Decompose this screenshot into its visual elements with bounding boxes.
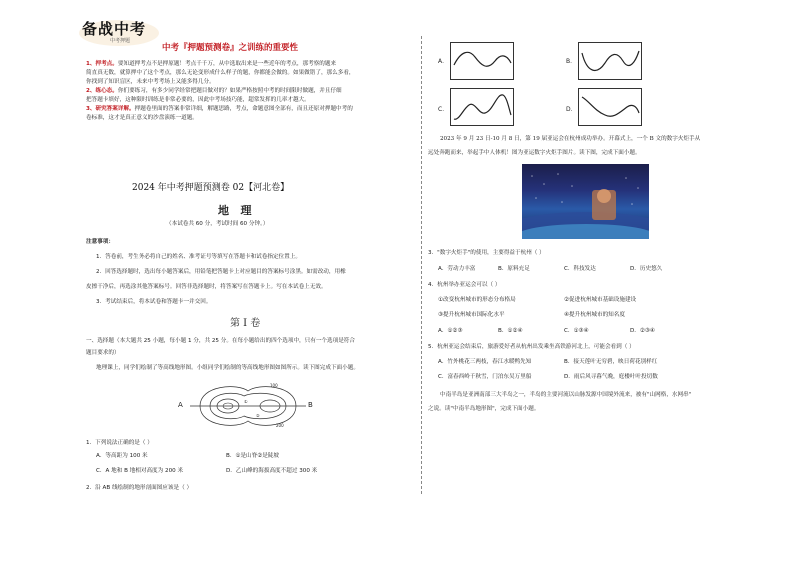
q5-option-d: D．雨后风寻暮气晚，庭楼叶叶投切数 bbox=[564, 374, 658, 380]
shandong-text: 之说。读"中南半岛地形图"，完成下面小题。 bbox=[428, 406, 540, 412]
question-1: 1．下列说法正确的是（ ） bbox=[86, 440, 153, 446]
intro-label-3: 3、研究答案详解。 bbox=[86, 106, 135, 112]
intro-line: 你们要练习，有多少同学经常把题目做对的？如果严格按照中考的时间限时做题，并且仔细 bbox=[117, 88, 342, 94]
profile-curve-d bbox=[579, 89, 641, 125]
q3-option-c: C．科技发达 bbox=[564, 266, 596, 272]
contour-map bbox=[178, 377, 318, 435]
contour-map-graphic bbox=[178, 377, 318, 435]
q5-option-a: A．竹外桃花三两枝，春江水暖鸭先知 bbox=[438, 359, 532, 365]
profile-option-d[interactable] bbox=[578, 88, 642, 126]
q4-item-4: ④提升杭州城市的知名度 bbox=[564, 312, 625, 318]
q4-item-2: ②促进杭州城市基础设施建设 bbox=[564, 297, 637, 303]
notice-line: 皮擦干净后，再选涂其他答案标号。回答非选择题时，将答案写在答题卡上。写在本试卷上无效。 bbox=[86, 284, 327, 290]
profile-curve-c bbox=[451, 89, 513, 125]
intro-line: 简直真无数，就算押中了这个考点，那么无论变形成什么样子的题，你都能会做的。如果做错了，那么多看， bbox=[86, 70, 355, 76]
intro-item-1 bbox=[86, 61, 336, 68]
q1-option-a: A．等高距为 100 米 bbox=[96, 453, 148, 459]
notice-line: 1．答卷前，考生务必将自己的姓名、准考证号等填写在答题卡和试卷指定位置上。 bbox=[96, 254, 301, 260]
q5-option-b: B．接天莲叶无穷碧，映日荷花别样红 bbox=[564, 359, 658, 365]
intro-label-1: 1、押考点。 bbox=[86, 61, 118, 67]
intro-label-2: 2、练心态。 bbox=[86, 88, 118, 94]
logo-brand-text: 备战中考 bbox=[82, 20, 147, 38]
question-2: 2．沿 AB 线绘制的地形剖面图应该是（ ） bbox=[86, 485, 193, 491]
q4-option-a: A．①②③ bbox=[438, 328, 463, 334]
profile-option-b[interactable] bbox=[578, 42, 642, 80]
intro-line: 卷标准，这才是真正意义的沙盘演练一道题。 bbox=[86, 115, 198, 121]
profile-option-b-label: B． bbox=[566, 58, 577, 65]
notice-line: 2．回答选择题时，选出每小题答案后，用铅笔把答题卡上对应题目的答案标号涂黑。如需改动，用橡 bbox=[96, 269, 346, 275]
map-label-1: ① bbox=[244, 399, 248, 404]
intro-line: 把答题卡填好，这种限时训练是非常必要的，因此中考场技巧能，超常发挥的几率才越大。 bbox=[86, 97, 310, 103]
map-label-200: 200 bbox=[276, 423, 284, 428]
logo-sub-text: 中考押题 bbox=[110, 38, 131, 44]
q4-option-b: B．①②④ bbox=[498, 328, 523, 334]
profile-option-a-label: A． bbox=[438, 58, 449, 65]
map-intro: 地理课上，同学们绘制了等高线地形图。小组同学们绘制的等高线地形图如图所示。读下图完成下面小题。 bbox=[96, 365, 359, 371]
column-divider bbox=[421, 36, 422, 494]
q1-option-c: C．A 地和 B 地相对高度为 200 米 bbox=[96, 468, 184, 474]
profile-curve-a bbox=[451, 43, 513, 79]
map-label-a: A bbox=[178, 401, 183, 409]
map-label-100: 100 bbox=[270, 383, 278, 388]
q4-item-1: ①改变杭州城市的形态分布格局 bbox=[438, 297, 516, 303]
question-4: 4．杭州举办亚运会可以（ ） bbox=[428, 282, 501, 288]
intro-item-3 bbox=[86, 106, 353, 113]
profile-curve-b bbox=[579, 43, 641, 79]
q4-item-3: ③提升杭州城市国际化水平 bbox=[438, 312, 505, 318]
section-line: 题目要求的） bbox=[86, 350, 120, 356]
exam-title: 2024 年中考押题预测卷 02【河北卷】 bbox=[132, 183, 290, 193]
q3-option-b: B．原料充足 bbox=[498, 266, 530, 272]
q4-option-c: C．①③④ bbox=[564, 328, 589, 334]
profile-option-a[interactable] bbox=[450, 42, 514, 80]
section-line: 一、选择题（本大题共 25 小题，每小题 1 分，共 25 分。在每小题给出的四个选项中，只有一个选项是符合 bbox=[86, 338, 355, 344]
subject-title: 地 理 bbox=[218, 204, 252, 217]
q4-option-d: D．②③④ bbox=[630, 328, 655, 334]
logo bbox=[78, 18, 160, 48]
profile-option-c-label: C． bbox=[438, 106, 449, 113]
notice-line: 3．考试结束后，将本试卷和答题卡一并交回。 bbox=[96, 299, 212, 305]
map-label-b: B bbox=[308, 401, 313, 409]
map-label-2: ② bbox=[256, 413, 260, 418]
part-title: 第 I 卷 bbox=[230, 318, 261, 329]
question-3: 3．"数字火炬手"的使用，主要得益于杭州（ ） bbox=[428, 250, 545, 256]
profile-option-c[interactable] bbox=[450, 88, 514, 126]
intro-line: 要知道押考点不是押原题！考点千千万，从中选取出来是一些近年的考点，那考察的题来 bbox=[117, 61, 337, 67]
q1-option-b: B．①是山脊②是陡坡 bbox=[226, 453, 280, 459]
banner-title: 中考『押题预测卷』之训练的重要性 bbox=[162, 43, 299, 53]
notice-title: 注意事项： bbox=[86, 239, 114, 245]
question-5: 5．杭州亚运会结束后，旅游爱好者从杭州出发乘坐高铁游河北上，可能会看到（ ） bbox=[428, 344, 635, 350]
q3-option-a: A．劳动力丰富 bbox=[438, 266, 476, 272]
asian-games-text: 2023 年 9 月 23 日-10 月 8 日，第 19 届亚运会在杭州成功举办。开幕式上，一个 B 文的数字火炬手从 bbox=[440, 136, 701, 142]
exam-info: （本试卷共 60 分，考试时间 60 分钟。） bbox=[166, 221, 269, 227]
asian-games-text: 远处奔跑而来，举起手中人体机！图为亚运数字火炬手图片。读下图，完成下面小题。 bbox=[428, 150, 641, 156]
intro-line: 押题卷里面的答案非常详细，解题思路，考点，命题意图全部有，而且还原对押题中考的 bbox=[134, 106, 353, 112]
q3-option-d: D．历史悠久 bbox=[630, 266, 663, 272]
shandong-text: 中南半岛是亚洲南部三大半岛之一，半岛的主要河流以山脉发源中国境外流来，被有"山网格，水网串" bbox=[440, 392, 692, 398]
q5-option-c: C．富春西岭千秋雪，门泊东吴万里船 bbox=[438, 374, 532, 380]
profile-option-d-label: D． bbox=[566, 106, 577, 113]
photo-graphic bbox=[522, 164, 649, 239]
digital-torchbearer-photo bbox=[522, 164, 649, 239]
intro-line: 你找到了知识盲区，未来中考考场上又能多得几分。 bbox=[86, 79, 215, 85]
intro-item-2 bbox=[86, 88, 342, 95]
q1-option-d: D．乙山峰的海拔高度不超过 300 米 bbox=[226, 468, 318, 474]
